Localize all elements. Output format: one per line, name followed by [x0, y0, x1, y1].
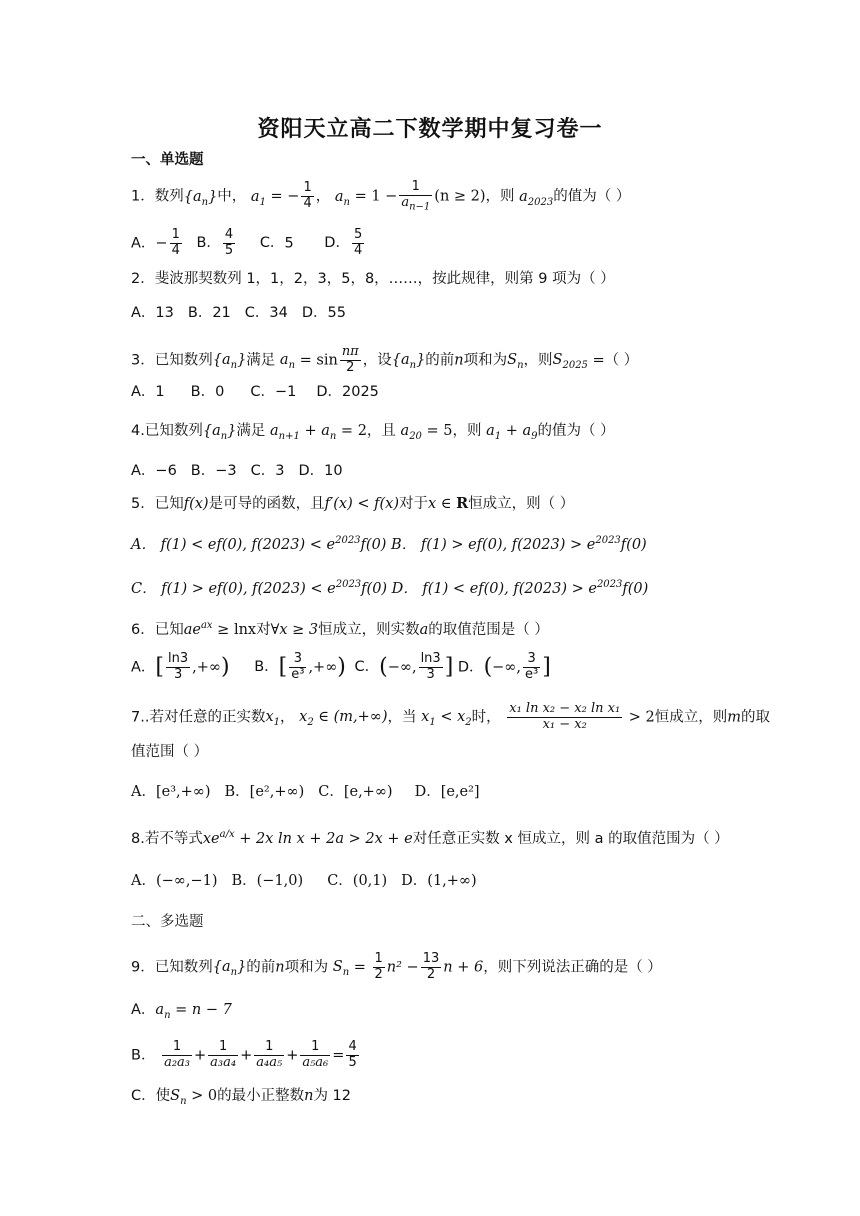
question-3-options: A．1 B．0 C．−1 D．2025	[131, 384, 379, 400]
question-1-options: A．− $\frac{1}{4}$ B． $\frac{4}{5}$ C．5 D． $\frac{5}{4}$	[131, 227, 363, 258]
question-5: 5．已知f(x)是可导的函数，且f′(x) < f(x)对于x ∈ R恒成立，则（ ）	[131, 495, 575, 512]
question-8: 8.若不等式$xe^{a/x} + 2x$ ln x + 2a > 2x + e对任意正实数 x 恒成立，则 a 的取值范围为（ ）	[131, 829, 729, 847]
section-single-choice: 一、单选题	[131, 152, 204, 168]
question-7-options: A．[e³,+∞) B．[e²,+∞) C．[e,+∞) D．[e,e²]	[131, 784, 480, 800]
question-9-option-c: C．使$S_n > 0$的最小正整数n为 12	[131, 1088, 352, 1107]
question-6-options: A．[ $\frac{\ln 3}{3}$ ,+∞) B．[ $\frac{3}{\text{e³}}$ ,+∞) C．(−∞, $\frac{\ln 3}{3}$ ] D．(−∞, $\frac{3}{\text{e³}}$ ]	[131, 651, 551, 682]
question-5-options-cd: C． f(1) > ef(0), $f(2023) < e^{2023}f(0)$ D． f(1) < ef(0), $f(2023) > e^{2023}f(0)$	[131, 579, 649, 597]
question-5-options-ab: A． f(1) < ef(0), $f(2023) < e^{2023}f(0)$ B． f(1) > ef(0), $f(2023) > e^{2023}f(0)$	[131, 535, 647, 553]
question-7-line-2: 值范围（ ）	[131, 744, 209, 760]
question-9-option-b: B． $\frac{1}{\text{a₂a₃}}$ + $\frac{1}{\text{a₃a₄}}$ + $\frac{1}{\text{a₄a₅}}$ + $\frac{1}{\text{a₅a₆}}$ = $\frac{4}{5}$	[131, 1039, 357, 1070]
question-9-option-a: A．$a_n = n - 7$	[131, 1002, 232, 1021]
page-title: 资阳天立高二下数学期中复习卷一	[257, 117, 603, 142]
question-2: 2．斐波那契数列 1，1，2，3，5，8，……，按此规律，则第 9 项为（ ）	[131, 271, 615, 287]
question-6: 6．已知$ae^{ax} \ge \ln x$对∀x ≥ 3恒成立，则实数a的取值范围是（ ）	[131, 620, 549, 638]
question-8-options: A．(−∞,−1) B．(−1,0) C．(0,1) D．(1,+∞)	[131, 873, 477, 889]
question-1: 1．数列$\{a_n\}$中， $a_1$ = − $\frac{1}{4}$ ， $a_n = 1$ − $\frac{1}{a_{n-1}}$ (n ≥ 2)，则 $a_{2023}$的值为（ ）	[131, 179, 631, 213]
question-4: 4.已知数列$\{a_n\}$满足 $a_{n+1} + a_n = 2$，且 $a_{20} = 5$，则 $a_1 + a_9$的值为（ ）	[131, 423, 615, 442]
section-multi-choice: 二、多选题	[131, 914, 204, 930]
question-2-options: A．13 B．21 C．34 D．55	[131, 305, 346, 321]
question-7: 7..若对任意的正实数$x_1$， $x_2$ ∈ (m,+∞)，当 $x_1 < x_2$时， $\frac{\text{x₁ ln x₂ − x₂ ln x₁}}{\text{x₁ − x₂}}$ > 2恒成立，则m的取	[131, 701, 771, 732]
question-9: 9．已知数列$\{a_n\}$的前n项和为 $S_n$ = $\frac{1}{2}$ n² − $\frac{13}{2}$ n + 6，则下列说法正确的是（ ）	[131, 951, 662, 982]
question-3: 3．已知数列$\{a_n\}$满足 $a_n = \sin$ $\frac{n\pi}{2}$ ，设$\{a_n\}$的前n项和为$S_n$，则$S_{2025}$ =（ ）	[131, 344, 639, 375]
question-4-options: A．−6 B．−3 C．3 D．10	[131, 463, 343, 479]
